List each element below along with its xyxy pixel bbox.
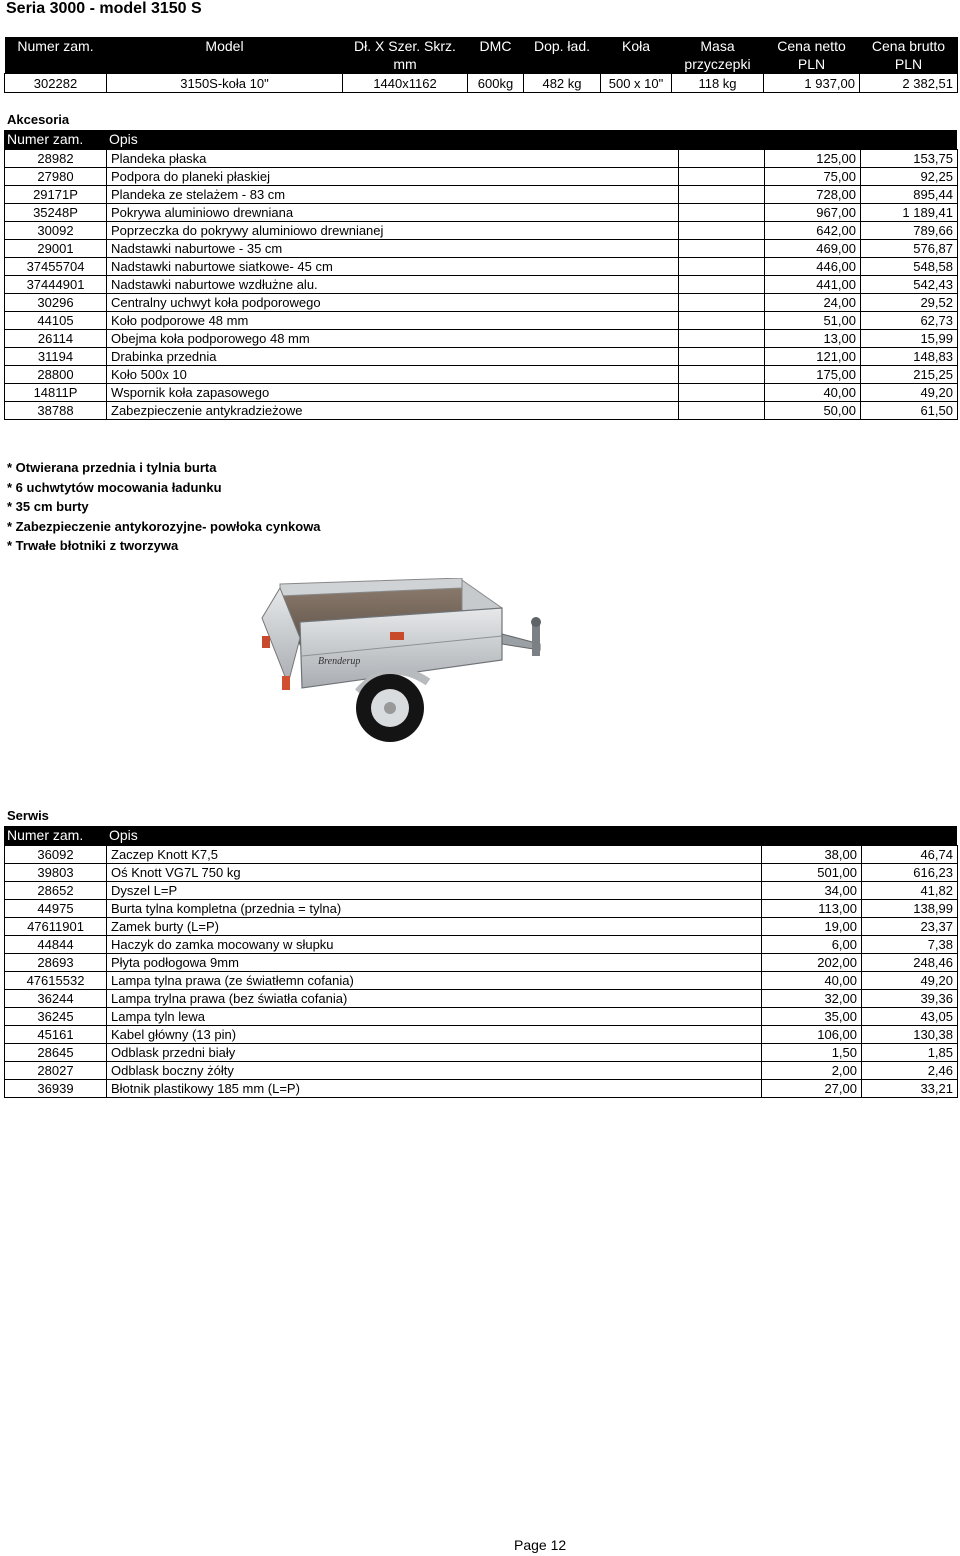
price-gross: 7,38 [862, 936, 958, 954]
table-cell: 600kg [468, 74, 524, 93]
description: Odblask przedni biały [107, 1044, 762, 1062]
table-row [5, 882, 958, 900]
price-gross: 215,25 [861, 366, 958, 384]
order-number: 28800 [5, 366, 107, 384]
order-number: 47615532 [5, 972, 107, 990]
table-row [5, 150, 958, 168]
table-row [5, 74, 958, 93]
description: Błotnik plastikowy 185 mm (L=P) [107, 1080, 762, 1098]
order-number: 44105 [5, 312, 107, 330]
description: Oś Knott VG7L 750 kg [107, 864, 762, 882]
price-net: 113,00 [762, 900, 862, 918]
description: Pokrywa aluminiowo drewniana [107, 204, 679, 222]
description: Koło podporowe 48 mm [107, 312, 679, 330]
table-row [5, 990, 958, 1008]
price-net: 27,00 [762, 1080, 862, 1098]
header-desc: Opis [109, 131, 138, 147]
column-header-unit [5, 55, 107, 74]
table-cell: 3150S-koła 10" [107, 74, 343, 93]
price-net: 1,50 [762, 1044, 862, 1062]
table-cell: 1 937,00 [764, 74, 860, 93]
price-gross: 62,73 [861, 312, 958, 330]
description: Poprzeczka do pokrywy aluminiowo drewnianej [107, 222, 679, 240]
order-number: 37444901 [5, 276, 107, 294]
description: Zamek burty (L=P) [107, 918, 762, 936]
order-number: 36245 [5, 1008, 107, 1026]
page-title: Seria 3000 - model 3150 S [6, 0, 202, 17]
table-row [5, 258, 958, 276]
model-table-header [5, 37, 958, 55]
table-row [5, 972, 958, 990]
price-gross: 153,75 [861, 150, 958, 168]
price-gross: 616,23 [862, 864, 958, 882]
description: Kabel główny (13 pin) [107, 1026, 762, 1044]
table-row [5, 204, 958, 222]
price-gross: 895,44 [861, 186, 958, 204]
table-row [5, 330, 958, 348]
price-net: 121,00 [765, 348, 861, 366]
blank-cell [679, 402, 765, 420]
order-number: 31194 [5, 348, 107, 366]
description: Zaczep Knott K7,5 [107, 846, 762, 864]
column-header: Dop. ład. [524, 37, 601, 55]
column-header: Cena brutto [860, 37, 958, 55]
price-net: 13,00 [765, 330, 861, 348]
price-net: 40,00 [765, 384, 861, 402]
description: Obejma koła podporowego 48 mm [107, 330, 679, 348]
table-cell: 482 kg [524, 74, 601, 93]
column-header-unit: PLN [764, 55, 860, 74]
price-gross: 548,58 [861, 258, 958, 276]
price-gross: 138,99 [862, 900, 958, 918]
table-row [5, 366, 958, 384]
features-list [7, 458, 321, 556]
table-row [5, 402, 958, 420]
header-code: Numer zam. [7, 131, 84, 147]
price-net: 441,00 [765, 276, 861, 294]
order-number: 27980 [5, 168, 107, 186]
blank-cell [679, 186, 765, 204]
order-number: 38788 [5, 402, 107, 420]
order-number: 39803 [5, 864, 107, 882]
price-gross: 41,82 [862, 882, 958, 900]
description: Haczyk do zamka mocowany w słupku [107, 936, 762, 954]
price-net: 35,00 [762, 1008, 862, 1026]
table-row [5, 222, 958, 240]
description: Zabezpieczenie antykradzieżowe [107, 402, 679, 420]
blank-cell [679, 222, 765, 240]
blank-cell [679, 330, 765, 348]
service-table [4, 845, 958, 1098]
order-number: 29001 [5, 240, 107, 258]
column-header: Cena netto [764, 37, 860, 55]
price-net: 469,00 [765, 240, 861, 258]
feature-item: * 35 cm burty [7, 499, 89, 514]
price-gross: 92,25 [861, 168, 958, 186]
order-number: 29171P [5, 186, 107, 204]
price-gross: 15,99 [861, 330, 958, 348]
order-number: 36092 [5, 846, 107, 864]
table-row [5, 240, 958, 258]
accessories-header [4, 130, 957, 149]
feature-item: * 6 uchwtytów mocowania ładunku [7, 479, 222, 495]
price-net: 24,00 [765, 294, 861, 312]
feature-item: * Zabezpieczenie antykorozyjne- powłoka cynkowa [7, 518, 321, 534]
price-gross: 1,85 [862, 1044, 958, 1062]
header-code: Numer zam. [7, 827, 84, 843]
price-gross: 23,37 [862, 918, 958, 936]
table-row [5, 348, 958, 366]
table-row [5, 918, 958, 936]
blank-cell [679, 258, 765, 276]
description: Drabinka przednia [107, 348, 679, 366]
price-net: 446,00 [765, 258, 861, 276]
table-row [5, 864, 958, 882]
table-row [5, 168, 958, 186]
order-number: 30296 [5, 294, 107, 312]
table-cell: 302282 [5, 74, 107, 93]
order-number: 28982 [5, 150, 107, 168]
price-gross: 49,20 [862, 972, 958, 990]
trailer-image [240, 578, 560, 768]
order-number: 45161 [5, 1026, 107, 1044]
price-net: 125,00 [765, 150, 861, 168]
description: Centralny uchwyt koła podporowego [107, 294, 679, 312]
blank-cell [679, 384, 765, 402]
model-table [4, 37, 958, 93]
description: Podpora do planeki płaskiej [107, 168, 679, 186]
order-number: 28693 [5, 954, 107, 972]
price-net: 19,00 [762, 918, 862, 936]
blank-cell [679, 294, 765, 312]
price-net: 202,00 [762, 954, 862, 972]
column-header-unit: mm [343, 55, 468, 74]
blank-cell [679, 276, 765, 294]
table-row [5, 954, 958, 972]
table-row [5, 936, 958, 954]
table-row [5, 186, 958, 204]
column-header: Numer zam. [5, 37, 107, 55]
order-number: 47611901 [5, 918, 107, 936]
column-header-unit [468, 55, 524, 74]
price-gross: 130,38 [862, 1026, 958, 1044]
table-row [5, 1062, 958, 1080]
price-net: 967,00 [765, 204, 861, 222]
price-net: 2,00 [762, 1062, 862, 1080]
blank-cell [679, 204, 765, 222]
description: Płyta podłogowa 9mm [107, 954, 762, 972]
order-number: 26114 [5, 330, 107, 348]
price-net: 38,00 [762, 846, 862, 864]
description: Nadstawki naburtowe wzdłużne alu. [107, 276, 679, 294]
price-gross: 576,87 [861, 240, 958, 258]
price-net: 40,00 [762, 972, 862, 990]
price-net: 642,00 [765, 222, 861, 240]
column-header: Dł. X Szer. Skrz. [343, 37, 468, 55]
order-number: 28027 [5, 1062, 107, 1080]
description: Dyszel L=P [107, 882, 762, 900]
order-number: 14811P [5, 384, 107, 402]
table-row [5, 846, 958, 864]
table-row [5, 294, 958, 312]
column-header: Koła [601, 37, 672, 55]
table-cell: 118 kg [672, 74, 764, 93]
price-net: 75,00 [765, 168, 861, 186]
price-gross: 39,36 [862, 990, 958, 1008]
blank-cell [679, 168, 765, 186]
order-number: 36244 [5, 990, 107, 1008]
price-gross: 29,52 [861, 294, 958, 312]
brand-text: Brenderup [318, 656, 361, 667]
price-gross: 1 189,41 [861, 204, 958, 222]
accessories-table [4, 149, 958, 420]
order-number: 28652 [5, 882, 107, 900]
order-number: 30092 [5, 222, 107, 240]
model-table-header-units [5, 55, 958, 74]
description: Wspornik koła zapasowego [107, 384, 679, 402]
table-row [5, 312, 958, 330]
description: Nadstawki naburtowe - 35 cm [107, 240, 679, 258]
header-desc: Opis [109, 827, 138, 843]
order-number: 44844 [5, 936, 107, 954]
description: Nadstawki naburtowe siatkowe- 45 cm [107, 258, 679, 276]
price-gross: 248,46 [862, 954, 958, 972]
price-net: 6,00 [762, 936, 862, 954]
price-net: 51,00 [765, 312, 861, 330]
table-row [5, 1008, 958, 1026]
blank-cell [679, 312, 765, 330]
order-number: 44975 [5, 900, 107, 918]
price-net: 32,00 [762, 990, 862, 1008]
price-gross: 33,21 [862, 1080, 958, 1098]
description: Lampa trylna prawa (bez światła cofania) [107, 990, 762, 1008]
order-number: 37455704 [5, 258, 107, 276]
table-row [5, 276, 958, 294]
column-header-unit [107, 55, 343, 74]
price-gross: 43,05 [862, 1008, 958, 1026]
page-number: Page 12 [514, 1537, 567, 1553]
table-row [5, 1026, 958, 1044]
price-net: 34,00 [762, 882, 862, 900]
order-number: 35248P [5, 204, 107, 222]
feature-item: * Otwierana przednia i tylnia burta [7, 460, 217, 475]
accessories-label: Akcesoria [7, 112, 70, 127]
column-header-unit [524, 55, 601, 74]
order-number: 36939 [5, 1080, 107, 1098]
column-header: Masa [672, 37, 764, 55]
price-gross: 148,83 [861, 348, 958, 366]
price-gross: 542,43 [861, 276, 958, 294]
price-net: 50,00 [765, 402, 861, 420]
price-net: 106,00 [762, 1026, 862, 1044]
price-gross: 61,50 [861, 402, 958, 420]
blank-cell [679, 366, 765, 384]
description: Koło 500x 10 [107, 366, 679, 384]
table-row [5, 1080, 958, 1098]
description: Plandeka ze stelażem - 83 cm [107, 186, 679, 204]
description: Burta tylna kompletna (przednia = tylna) [107, 900, 762, 918]
price-gross: 2,46 [862, 1062, 958, 1080]
service-label: Serwis [7, 808, 49, 823]
column-header-unit: PLN [860, 55, 958, 74]
price-gross: 46,74 [862, 846, 958, 864]
description: Plandeka płaska [107, 150, 679, 168]
column-header-unit: przyczepki [672, 55, 764, 74]
price-gross: 789,66 [861, 222, 958, 240]
column-header: DMC [468, 37, 524, 55]
blank-cell [679, 240, 765, 258]
price-net: 501,00 [762, 864, 862, 882]
order-number: 28645 [5, 1044, 107, 1062]
service-header [4, 826, 957, 845]
column-header: Model [107, 37, 343, 55]
blank-cell [679, 348, 765, 366]
table-cell: 2 382,51 [860, 74, 958, 93]
description: Odblask boczny żółty [107, 1062, 762, 1080]
price-net: 728,00 [765, 186, 861, 204]
table-cell: 1440x1162 [343, 74, 468, 93]
price-gross: 49,20 [861, 384, 958, 402]
table-row [5, 900, 958, 918]
blank-cell [679, 150, 765, 168]
table-row [5, 384, 958, 402]
description: Lampa tyln lewa [107, 1008, 762, 1026]
table-cell: 500 x 10" [601, 74, 672, 93]
description: Lampa tylna prawa (ze światłemn cofania) [107, 972, 762, 990]
feature-item: * Trwałe błotniki z tworzywa [7, 538, 179, 553]
table-row [5, 1044, 958, 1062]
column-header-unit [601, 55, 672, 74]
price-net: 175,00 [765, 366, 861, 384]
